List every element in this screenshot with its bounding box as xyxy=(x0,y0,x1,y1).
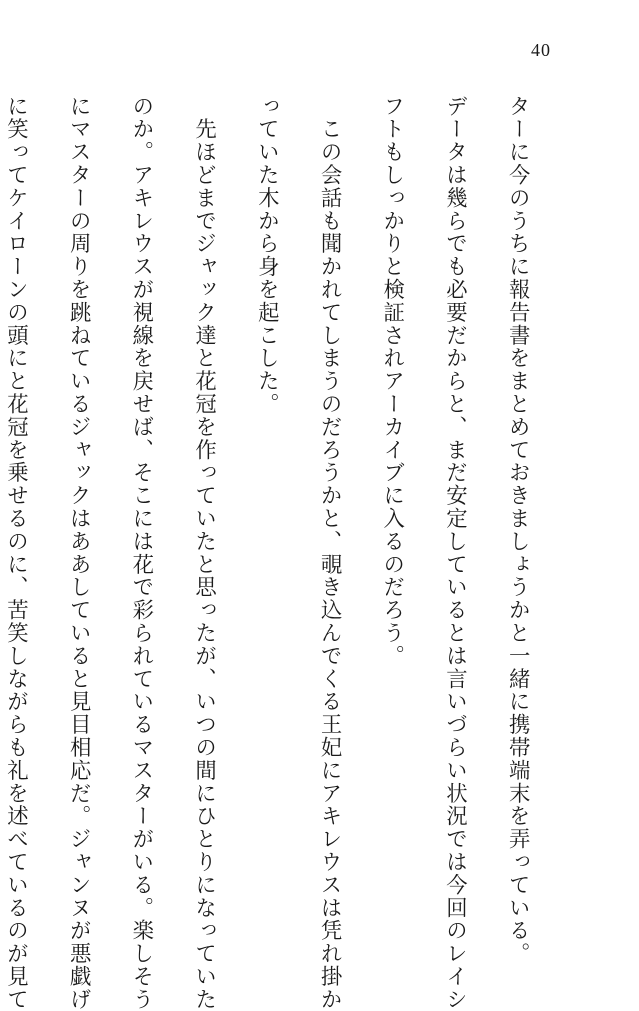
text-line: っていた木から身を起こした。 xyxy=(254,95,280,416)
text-line: この会話も聞かれてしまうのだろうかと、覗き込んでくる王妃にアキレウスは凭れ掛か xyxy=(317,95,343,1011)
text-line: 先ほどまでジャック達と花冠を作っていたと思ったが、いつの間にひとりになっていた xyxy=(191,95,217,1011)
page-number: 40 xyxy=(531,40,551,60)
text-line: のか。アキレウスが視線を戻せば、そこには花で彩られているマスターがいる。楽しそう xyxy=(128,95,154,1011)
text-line: データは幾らでも必要だからと、まだ安定しているとは言いづらい状況では今回のレイシ xyxy=(442,95,468,1011)
text-line: にマスターの周りを跳ねているジャックはああしていると見目相応だ。ジャンヌが悪戯げ xyxy=(66,95,92,1011)
text-line: ターに今のうちに報告書をまとめておきましょうかと一緒に携帯端末を弄っている。 xyxy=(505,95,531,966)
text-line: に笑ってケイローンの頭にと花冠を乗せるのに、苦笑しながらも礼を述べているのが見て xyxy=(3,95,29,1011)
text-line: フトもしっかりと検証されアーカイブに入るのだろう。 xyxy=(379,95,405,668)
vertical-text-body xyxy=(0,95,569,1011)
